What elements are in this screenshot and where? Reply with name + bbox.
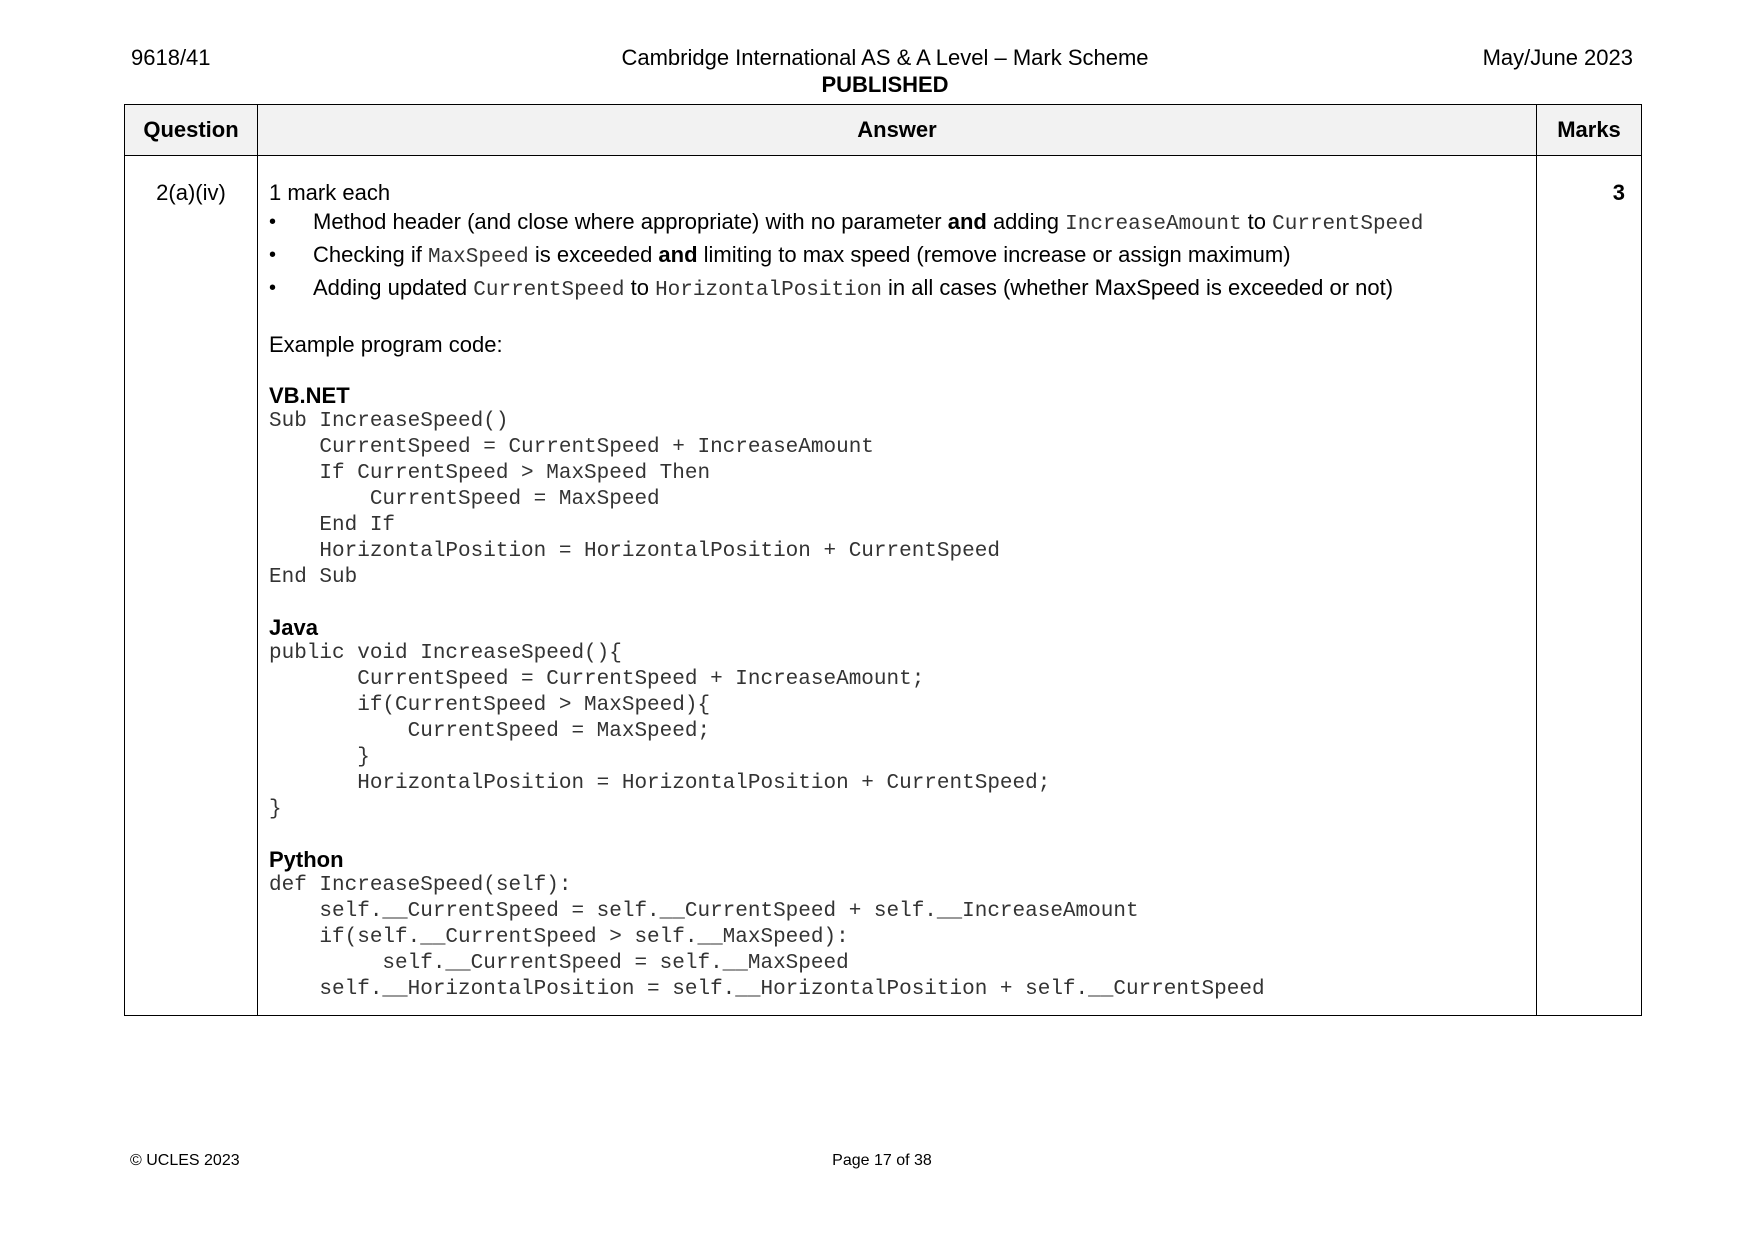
exam-session: May/June 2023: [1482, 45, 1633, 70]
marking-point: • Checking if MaxSpeed is exceeded and limiting to max speed (remove increase or assign maximum): [269, 240, 1526, 273]
answer-cell: [258, 156, 1537, 1016]
code-listing: def IncreaseSpeed(self): self.__CurrentSpeed = self.__CurrentSpeed + self.__IncreaseAmount if(self.__CurrentSpeed > self.__MaxSpeed): self.__CurrentSpeed = self.__MaxSpeed self.__HorizontalPosition = self.__HorizontalPosition + self.__CurrentSpeed: [269, 874, 1265, 1001]
example-code-label: Example program code:: [269, 332, 503, 357]
marking-point: • Method header (and close where appropriate) with no parameter and adding IncreaseAmount to CurrentSpeed: [269, 207, 1526, 240]
marking-point: • Adding updated CurrentSpeed to HorizontalPosition in all cases (whether MaxSpeed is exceeded or not): [269, 273, 1526, 306]
mark-allocation-intro: 1 mark each: [269, 180, 391, 205]
code-listing: public void IncreaseSpeed(){ CurrentSpeed = CurrentSpeed + IncreaseAmount; if(CurrentSpeed > MaxSpeed){ CurrentSpeed = MaxSpeed; } HorizontalPosition = HorizontalPosition + CurrentSpeed; }: [269, 642, 1051, 821]
code-listing: Sub IncreaseSpeed() CurrentSpeed = CurrentSpeed + IncreaseAmount If CurrentSpeed > MaxSpeed Then CurrentSpeed = MaxSpeed End If HorizontalPosition = HorizontalPosition + CurrentSpeed End Sub: [269, 410, 1000, 589]
marking-points-list: [269, 207, 1526, 306]
paper-code: 9618/41: [131, 45, 211, 70]
language-heading: Python: [269, 847, 344, 872]
marks-value: 3: [1537, 156, 1642, 1016]
answer-column-header: Answer: [258, 105, 1537, 156]
table-row: [125, 156, 1642, 1016]
table-header-row: [125, 105, 1642, 156]
marks-column-header: Marks: [1537, 105, 1642, 156]
copyright-notice: © UCLES 2023: [130, 1152, 240, 1169]
code-block-python: [269, 847, 1526, 1003]
page-number: Page 17 of 38: [832, 1152, 932, 1169]
document-title: Cambridge International AS & A Level – Mark Scheme: [621, 45, 1149, 70]
code-block-java: [269, 615, 1526, 823]
language-heading: VB.NET: [269, 383, 350, 408]
code-block-vbnet: [269, 383, 1526, 591]
published-label: PUBLISHED: [821, 72, 949, 97]
language-heading: Java: [269, 615, 318, 640]
question-number: 2(a)(iv): [125, 156, 258, 1016]
mark-scheme-table: [124, 104, 1642, 1016]
question-column-header: Question: [125, 105, 258, 156]
